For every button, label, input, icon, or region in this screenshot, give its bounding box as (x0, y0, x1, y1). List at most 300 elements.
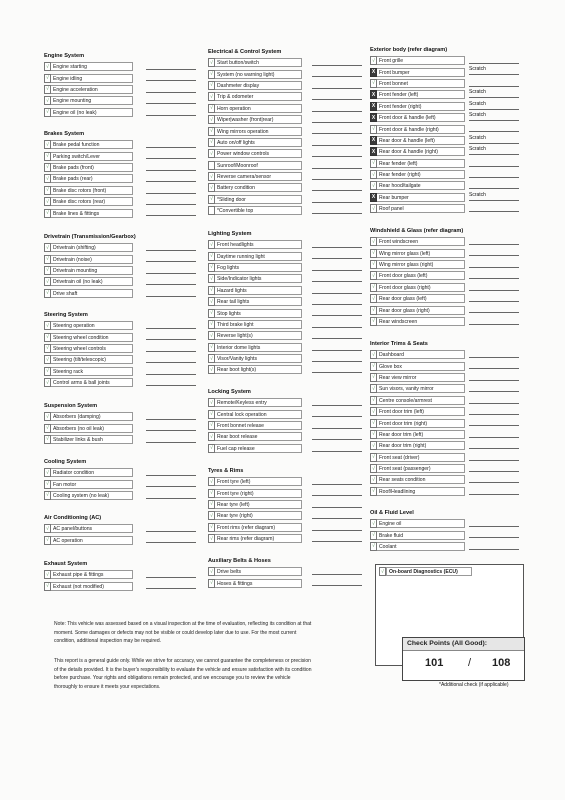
check-box[interactable]: √ (44, 277, 51, 286)
checklist-item (370, 203, 465, 214)
remark-line[interactable] (146, 158, 196, 159)
remark-line[interactable] (312, 439, 362, 440)
remark-line[interactable] (146, 92, 196, 93)
check-box[interactable]: √ (370, 531, 377, 540)
checklist-item (208, 408, 302, 419)
remark-line[interactable] (469, 278, 519, 279)
check-box[interactable]: √ (44, 152, 51, 161)
check-box[interactable]: √ (44, 480, 51, 489)
item-label: Wing mirrors operation (215, 127, 302, 136)
remark-line[interactable] (146, 430, 196, 431)
remark-line[interactable] (312, 428, 362, 429)
check-box[interactable]: √ (370, 306, 377, 315)
item-label: System (no warning light) (215, 70, 302, 79)
remark-line[interactable] (469, 166, 519, 167)
remark-line[interactable] (469, 380, 519, 381)
section-title: Exterior body (refer diagram) (370, 47, 448, 53)
remark-line[interactable] (469, 403, 519, 404)
remark-line[interactable] (146, 419, 196, 420)
check-box[interactable]: X (371, 91, 376, 98)
remark-line[interactable] (146, 328, 196, 329)
remark-line[interactable] (146, 147, 196, 148)
item-label: Horn operation (215, 104, 302, 113)
check-box[interactable]: √ (44, 163, 51, 172)
checklist-item (208, 522, 302, 533)
check-box[interactable]: √ (44, 536, 51, 545)
remark-line[interactable] (469, 177, 519, 178)
check-box[interactable]: √ (208, 115, 215, 124)
remark-line[interactable] (312, 145, 362, 146)
check-box[interactable]: √ (208, 297, 215, 306)
section-title: Windshield & Glass (refer diagram) (370, 228, 464, 234)
remark-line[interactable] (312, 451, 362, 452)
checklist-item (44, 207, 133, 218)
check-box[interactable]: √ (208, 81, 215, 90)
item-label: *Sliding door (215, 195, 302, 204)
item-label: Auto on/off lights (215, 138, 302, 147)
remark-line[interactable] (469, 267, 519, 268)
check-box[interactable]: √ (44, 355, 51, 364)
section (208, 48, 302, 216)
check-box[interactable]: √ (208, 309, 215, 318)
remark-line[interactable] (146, 475, 196, 476)
remark-line[interactable] (312, 541, 362, 542)
check-box[interactable]: √ (208, 274, 215, 283)
check-box[interactable]: √ (208, 398, 215, 407)
remark-line[interactable] (312, 304, 362, 305)
remark-line[interactable] (312, 405, 362, 406)
check-box[interactable]: √ (44, 468, 51, 477)
checkpoints-passed: 101 (425, 657, 444, 669)
remark-line[interactable] (469, 74, 519, 75)
remark-line[interactable] (312, 258, 362, 259)
check-box[interactable]: √ (44, 424, 51, 433)
remark-line[interactable] (312, 168, 362, 169)
remark-line[interactable] (469, 120, 519, 121)
check-box[interactable]: √ (208, 286, 215, 295)
check-box[interactable]: √ (44, 570, 51, 579)
check-box[interactable]: √ (44, 524, 51, 533)
check-box[interactable]: √ (370, 407, 377, 416)
check-box[interactable]: X (371, 69, 376, 76)
remark-line[interactable] (312, 585, 362, 586)
item-label: Side/Indicator lights (215, 274, 302, 283)
section (44, 458, 133, 501)
check-box[interactable]: √ (370, 294, 377, 303)
section-title: Electrical & Control System (208, 49, 282, 55)
check-box[interactable]: √ (44, 582, 51, 591)
check-box[interactable]: X (371, 103, 376, 110)
remark-line[interactable] (312, 327, 362, 328)
check-box[interactable]: √ (370, 373, 377, 382)
remark-line[interactable] (312, 293, 362, 294)
section (208, 557, 302, 589)
remark-line[interactable] (312, 350, 362, 351)
check-box[interactable]: √ (208, 534, 215, 543)
section-title: Steering System (44, 312, 88, 318)
check-box[interactable]: √ (44, 378, 51, 387)
check-box[interactable]: √ (370, 419, 377, 428)
remark-line[interactable] (146, 577, 196, 578)
check-box[interactable]: √ (208, 343, 215, 352)
remark-line[interactable] (469, 549, 519, 550)
check-box[interactable]: X (371, 194, 376, 201)
remark-line[interactable] (146, 442, 196, 443)
check-box[interactable]: √ (44, 186, 51, 195)
remark-line[interactable] (146, 351, 196, 352)
item-label: Rear door glass (left) (377, 294, 465, 303)
checklist-item (208, 148, 302, 159)
remark-line[interactable] (312, 507, 362, 508)
check-box[interactable]: √ (44, 491, 51, 500)
remark-line[interactable] (146, 170, 196, 171)
check-box[interactable]: √ (370, 396, 377, 405)
check-box[interactable]: √ (208, 138, 215, 147)
check-box[interactable]: √ (44, 197, 51, 206)
check-box[interactable]: √ (44, 367, 51, 376)
check-box[interactable]: √ (370, 475, 377, 484)
item-label: Engine idling (51, 74, 133, 83)
remark-line[interactable] (312, 361, 362, 362)
check-box[interactable]: √ (370, 283, 377, 292)
item-label: Steering wheel controls (51, 344, 133, 353)
check-box[interactable]: √ (44, 289, 51, 298)
check-box[interactable]: √ (44, 209, 51, 218)
check-box[interactable]: √ (370, 441, 377, 450)
remark-line[interactable] (312, 99, 362, 100)
remark-line[interactable] (312, 190, 362, 191)
remark-line[interactable] (312, 338, 362, 339)
check-box[interactable]: √ (370, 260, 377, 269)
check-box[interactable]: √ (370, 350, 377, 359)
section (370, 46, 486, 214)
remark-line[interactable] (146, 531, 196, 532)
check-box[interactable]: √ (208, 500, 215, 509)
item-label: Glove box (377, 362, 465, 371)
remark-line[interactable] (312, 495, 362, 496)
remark-line[interactable] (146, 69, 196, 70)
check-box[interactable]: √ (208, 432, 215, 441)
check-box[interactable]: √ (208, 410, 215, 419)
check-box[interactable]: √ (370, 362, 377, 371)
check-box[interactable]: √ (370, 159, 377, 168)
check-box[interactable]: √ (44, 62, 51, 71)
item-label: Rear boot light(s) (215, 365, 302, 374)
item-label: Steering wheel condition (51, 333, 133, 342)
item-label: Battery condition (215, 183, 302, 192)
check-box[interactable]: √ (370, 317, 377, 326)
checklist-item (208, 250, 302, 261)
checklist-item (44, 343, 133, 354)
remark-line[interactable] (469, 391, 519, 392)
check-box[interactable]: √ (44, 243, 51, 252)
remark-line[interactable] (146, 542, 196, 543)
check-box[interactable]: √ (208, 149, 215, 158)
check-box[interactable]: √ (208, 421, 215, 430)
checklist-item (370, 452, 465, 463)
remark-line[interactable] (312, 315, 362, 316)
remark-line[interactable] (146, 385, 196, 386)
check-box[interactable]: √ (44, 140, 51, 149)
remark-line[interactable] (469, 482, 519, 483)
checklist-item (370, 123, 465, 134)
remark-line[interactable] (469, 188, 519, 189)
checklist-item (44, 253, 136, 264)
check-box[interactable]: √ (370, 430, 377, 439)
check-box[interactable]: √ (208, 354, 215, 363)
item-label: Engine starting (51, 62, 133, 71)
check-box[interactable]: √ (208, 579, 215, 588)
check-box[interactable]: √ (44, 333, 51, 342)
checklist-item (44, 320, 133, 331)
remark-line[interactable] (469, 437, 519, 438)
remark-line[interactable] (469, 324, 519, 325)
check-box[interactable]: √ (44, 435, 51, 444)
remark-line[interactable] (469, 312, 519, 313)
remark-line[interactable] (312, 122, 362, 123)
section-title: Brakes System (44, 131, 85, 137)
section-title: Engine System (44, 53, 85, 59)
checklist-item (208, 364, 302, 375)
remark-line[interactable] (469, 97, 519, 98)
remark-line[interactable] (312, 133, 362, 134)
check-box[interactable]: √ (370, 204, 377, 213)
checklist-item (44, 523, 133, 534)
item-label: Parking switch/Lever (51, 152, 133, 161)
check-box[interactable]: X (371, 114, 376, 121)
check-box[interactable]: X (371, 148, 376, 155)
checkpoints-total: 108 (492, 657, 511, 669)
item-label: Engine oil (no leak) (51, 108, 133, 117)
remark-line[interactable] (146, 193, 196, 194)
check-box[interactable]: √ (208, 240, 215, 249)
item-label: Front door trim (right) (377, 419, 465, 428)
remark-line[interactable] (146, 362, 196, 363)
item-label: Start button/switch (215, 58, 302, 67)
remark-line[interactable] (312, 156, 362, 157)
remark-line[interactable] (312, 574, 362, 575)
item-label: Drivetrain oil (no leak) (51, 277, 133, 286)
remark-line[interactable] (312, 247, 362, 248)
remark-line[interactable] (469, 86, 519, 87)
remark-line[interactable] (312, 530, 362, 531)
remark-line[interactable] (146, 215, 196, 216)
check-box[interactable]: √ (370, 271, 377, 280)
remark-line[interactable] (469, 244, 519, 245)
remark-line[interactable] (146, 284, 196, 285)
checklist-item (208, 160, 302, 171)
item-label: Drive belts (215, 567, 302, 576)
checklist-item (370, 270, 465, 281)
check-box[interactable]: √ (208, 567, 215, 576)
remark-line[interactable] (146, 588, 196, 589)
remark-line[interactable] (469, 425, 519, 426)
remark-line[interactable] (469, 460, 519, 461)
checklist-item (44, 580, 133, 591)
remark-line[interactable] (312, 65, 362, 66)
check-box[interactable]: √ (208, 331, 215, 340)
remark-line[interactable] (469, 211, 519, 212)
check-box[interactable]: √ (44, 85, 51, 94)
check-box[interactable]: √ (44, 412, 51, 421)
check-box[interactable]: √ (370, 125, 377, 134)
remark-line[interactable] (469, 290, 519, 291)
checklist-item (370, 383, 465, 394)
check-box[interactable]: √ (208, 523, 215, 532)
check-box[interactable] (208, 161, 215, 170)
check-box[interactable]: √ (208, 70, 215, 79)
item-label: Power window controls (215, 149, 302, 158)
check-box[interactable]: √ (44, 266, 51, 275)
check-box[interactable]: √ (208, 477, 215, 486)
check-box[interactable]: √ (370, 181, 377, 190)
item-label: Rear tail lights (215, 297, 302, 306)
item-label: Drivetrain mounting (51, 266, 133, 275)
remark-line[interactable] (469, 301, 519, 302)
remark-line[interactable] (469, 471, 519, 472)
check-box[interactable]: √ (44, 174, 51, 183)
remark-line[interactable] (469, 154, 519, 155)
check-box[interactable]: √ (208, 127, 215, 136)
remark-line[interactable] (469, 255, 519, 256)
remark-line[interactable] (312, 518, 362, 519)
remark-line[interactable] (146, 80, 196, 81)
remark-line[interactable] (469, 526, 519, 527)
checklist-item (370, 463, 465, 474)
check-box[interactable]: √ (44, 108, 51, 117)
remark-line[interactable] (146, 103, 196, 104)
remark-line[interactable] (312, 76, 362, 77)
check-box[interactable]: √ (370, 464, 377, 473)
check-box[interactable]: √ (208, 489, 215, 498)
checklist-item (370, 316, 465, 327)
remark-line[interactable] (146, 339, 196, 340)
check-box[interactable] (208, 206, 215, 215)
check-box[interactable]: √ (44, 96, 51, 105)
item-label: Roof/Headlining (377, 487, 465, 496)
check-box[interactable]: √ (370, 249, 377, 258)
check-box[interactable]: √ (370, 56, 377, 65)
item-label: Exhaust (not modified) (51, 582, 133, 591)
check-box[interactable]: √ (370, 384, 377, 393)
check-box[interactable]: √ (208, 320, 215, 329)
check-box[interactable]: √ (370, 519, 377, 528)
check-box[interactable]: √ (370, 487, 377, 496)
check-box[interactable]: √ (208, 92, 215, 101)
checklist-item (208, 91, 302, 102)
remark-line[interactable] (469, 494, 519, 495)
item-label: Cooling system (no leak) (51, 491, 133, 500)
remark-line[interactable] (146, 498, 196, 499)
check-box[interactable]: √ (208, 263, 215, 272)
checklist-item (208, 330, 302, 341)
remark-line[interactable] (312, 213, 362, 214)
check-box[interactable]: √ (208, 195, 215, 204)
check-box[interactable]: √ (208, 183, 215, 192)
remark-line[interactable] (312, 202, 362, 203)
remark-line[interactable] (146, 296, 196, 297)
check-box[interactable]: √ (208, 252, 215, 261)
check-box[interactable]: √ (208, 104, 215, 113)
checklist-item (370, 111, 486, 123)
check-box[interactable]: √ (208, 58, 215, 67)
check-box[interactable]: √ (370, 79, 377, 88)
remark-line[interactable] (469, 143, 519, 144)
item-label: Dashmeter display (215, 81, 302, 90)
remark-line[interactable] (469, 537, 519, 538)
item-label: Roof panel (377, 204, 465, 213)
check-box[interactable]: √ (370, 542, 377, 551)
remark-line[interactable] (146, 261, 196, 262)
section (44, 52, 133, 118)
remark-line[interactable] (469, 414, 519, 415)
checklist-item (44, 377, 133, 388)
checklist-item (208, 273, 302, 284)
section (44, 560, 133, 592)
item-label: Brake pedal function (51, 140, 133, 149)
check-box[interactable]: √ (44, 255, 51, 264)
note-line: condition, additional inspection may be required. (54, 638, 162, 645)
report-line: thoroughly to ensure it meets your expectations. (54, 683, 161, 690)
remark-line[interactable] (146, 273, 196, 274)
section (44, 311, 133, 388)
remark-line[interactable] (469, 109, 519, 110)
checklist-item (208, 566, 302, 577)
remark-line[interactable] (312, 484, 362, 485)
checklist-item (44, 331, 133, 342)
check-box[interactable]: √ (208, 511, 215, 520)
remark-line[interactable] (146, 181, 196, 182)
remark-line[interactable] (469, 200, 519, 201)
remark-line[interactable] (312, 270, 362, 271)
remark-line[interactable] (312, 416, 362, 417)
check-box[interactable]: √ (370, 237, 377, 246)
check-box[interactable]: X (371, 137, 376, 144)
remark-line[interactable] (469, 357, 519, 358)
remark-line[interactable] (469, 448, 519, 449)
check-box[interactable]: √ (44, 321, 51, 330)
remark-line[interactable] (312, 111, 362, 112)
remark-line[interactable] (146, 115, 196, 116)
check-box[interactable]: √ (208, 365, 215, 374)
remark-line[interactable] (469, 63, 519, 64)
check-box[interactable]: √ (208, 444, 215, 453)
checklist-item (44, 196, 133, 207)
check-box[interactable]: √ (208, 172, 215, 181)
remark-text: Scratch (469, 134, 486, 141)
remark-line[interactable] (312, 372, 362, 373)
remark-line[interactable] (146, 374, 196, 375)
remark-line[interactable] (312, 281, 362, 282)
remark-line[interactable] (146, 204, 196, 205)
remark-line[interactable] (469, 368, 519, 369)
remark-line[interactable] (146, 486, 196, 487)
remark-text: Scratch (469, 191, 486, 198)
checklist-item (208, 296, 302, 307)
check-box[interactable]: √ (44, 344, 51, 353)
remark-line[interactable] (312, 179, 362, 180)
remark-line[interactable] (469, 131, 519, 132)
check-box[interactable]: √ (44, 74, 51, 83)
check-box[interactable]: √ (370, 453, 377, 462)
checklist-item (370, 529, 465, 540)
checklist-item (44, 411, 133, 422)
remark-line[interactable] (312, 88, 362, 89)
check-box[interactable]: √ (370, 170, 377, 179)
checklist-item (44, 569, 133, 580)
checklist-item (370, 440, 465, 451)
remark-line[interactable] (146, 250, 196, 251)
